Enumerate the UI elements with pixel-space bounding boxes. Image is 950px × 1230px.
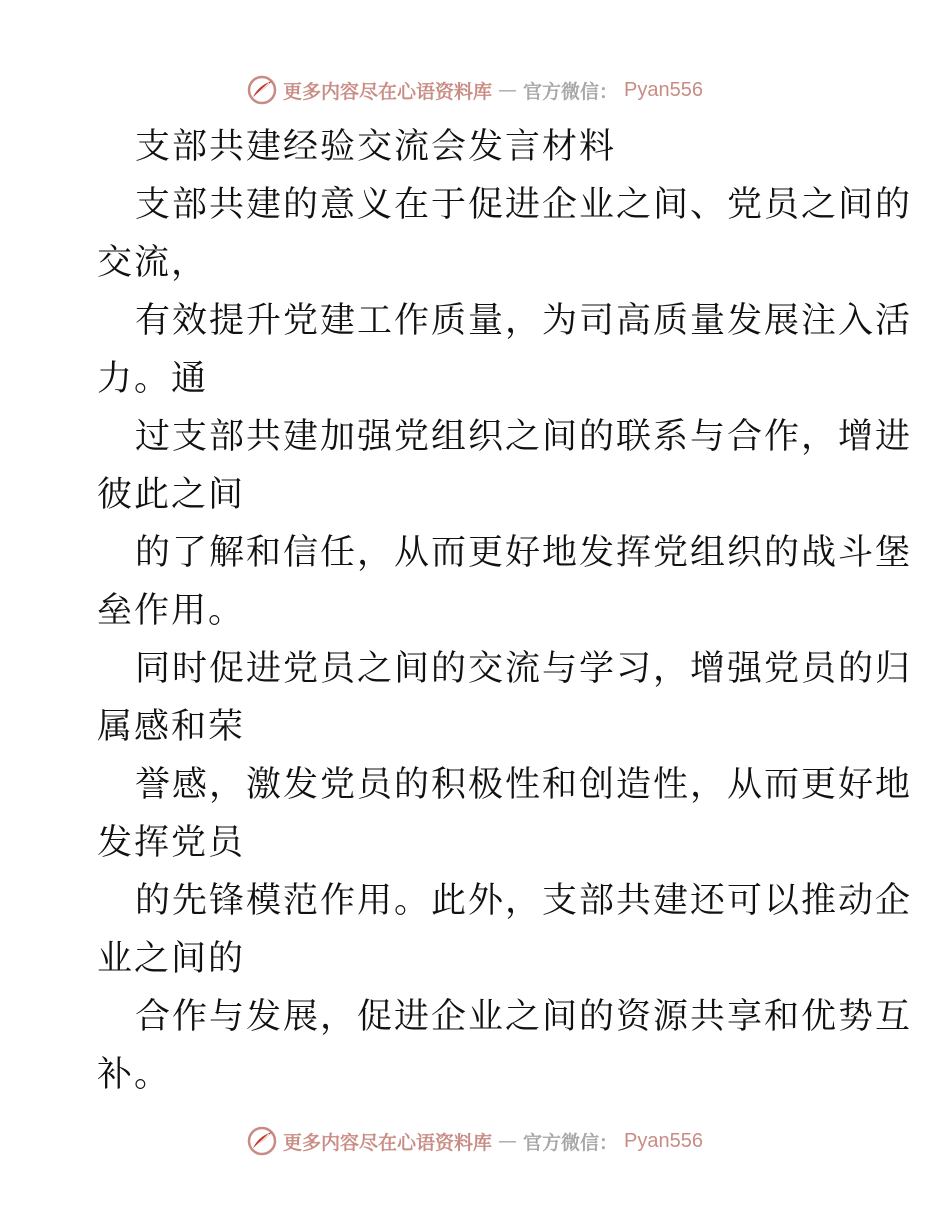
paragraph-line: 发挥党员 <box>97 823 246 863</box>
document-body <box>97 118 913 1104</box>
quill-logo-icon <box>247 75 277 105</box>
paragraph-line: 的了解和信任，从而更好地发挥党组织的战斗堡 <box>135 533 913 573</box>
watermark-main-text: 更多内容尽在心语资料库 <box>283 80 493 103</box>
paragraph-line: 有效提升党建工作质量，为司高质量发展注入活 <box>135 301 913 341</box>
watermark-dash: — <box>498 1130 518 1152</box>
paragraph-line: 业之间的 <box>97 939 246 979</box>
paragraph-line: 力。通 <box>97 359 209 399</box>
paragraph-line: 交流， <box>97 243 209 283</box>
watermark-dash: — <box>498 79 518 101</box>
paragraph-line: 誉感，激发党员的积极性和创造性，从而更好地 <box>135 765 913 805</box>
watermark-sub-text: 官方微信： <box>523 1131 619 1154</box>
header-watermark <box>0 72 950 108</box>
footer-watermark <box>0 1123 950 1159</box>
paragraph-line: 合作与发展，促进企业之间的资源共享和优势互 <box>135 997 913 1037</box>
paragraph-line: 过支部共建加强党组织之间的联系与合作，增进 <box>135 417 913 457</box>
paragraph-line: 同时促进党员之间的交流与学习，增强党员的归 <box>135 649 913 689</box>
paragraph-line: 补。 <box>97 1055 172 1095</box>
paragraph-line: 的先锋模范作用。此外，支部共建还可以推动企 <box>135 881 913 921</box>
paragraph-line: 支部共建的意义在于促进企业之间、党员之间的 <box>135 185 913 225</box>
quill-logo-icon <box>247 1126 277 1156</box>
paragraph-line: 属感和荣 <box>97 707 246 747</box>
paragraph-line: 彼此之间 <box>97 475 246 515</box>
paragraph-line: 垒作用。 <box>97 591 246 631</box>
watermark-sub-text: 官方微信： <box>523 80 619 103</box>
watermark-wechat-id: Pyan556 <box>624 78 703 101</box>
watermark-main-text: 更多内容尽在心语资料库 <box>283 1131 493 1154</box>
document-title: 支部共建经验交流会发言材料 <box>135 127 617 167</box>
watermark-wechat-id: Pyan556 <box>624 1129 703 1152</box>
